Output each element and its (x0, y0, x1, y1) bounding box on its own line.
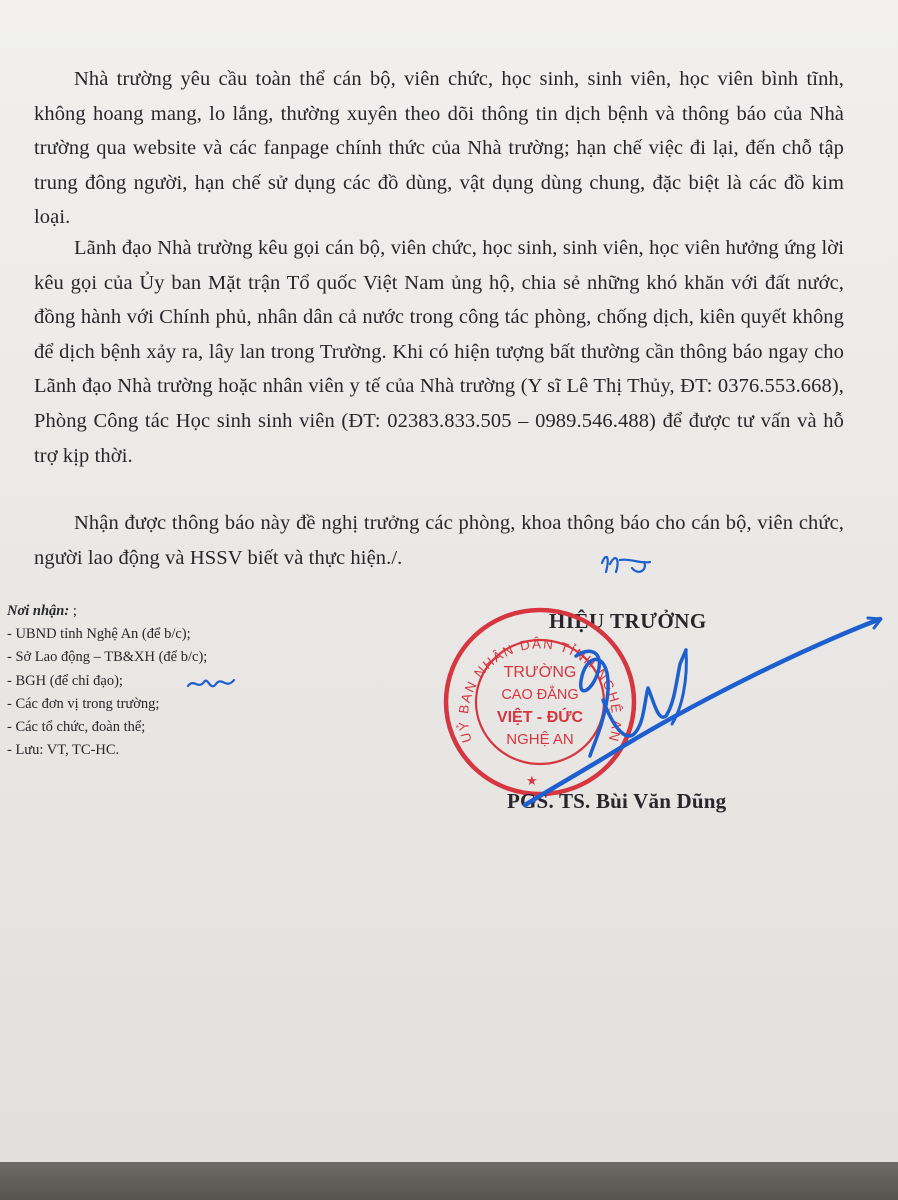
recipients-heading (7, 600, 337, 623)
signer-name: PGS. TS. Bùi Văn Dũng (507, 789, 727, 813)
recipient-item: - Các tổ chức, đoàn thể; (7, 719, 146, 736)
svg-text:TRƯỜNG: TRƯỜNG (503, 664, 577, 681)
recipients-title-suffix: ; (69, 603, 77, 619)
paragraph-1: Nhà trường yêu cầu toàn thể cán bộ, viên chức, học sinh, sinh viên, học viên bình tĩnh, không hoang mang, lo lắng, thường xuyên theo dõi thông tin dịch bệnh và thông báo của Nhà trường qua website và các fanpage chính thức của Nhà trường; hạn chế việc đi lại, đến chỗ tập trung đông người, hạn chế sử dụng các đồ dùng, vật dụng dùng chung, đặc biệt là các đồ kim loại. (34, 68, 844, 229)
svg-text:NGHỆ AN: NGHỆ AN (506, 731, 574, 748)
recipient-item: - Lưu: VT, TC-HC. (7, 742, 120, 759)
recipient-item: - Các đơn vị trong trường; (7, 695, 160, 712)
paragraph-3: Nhận được thông báo này đề nghị trưởng các phòng, khoa thông báo cho cán bộ, viên chức, người lao động và HSSV biết và thực hiện./. (34, 512, 844, 569)
svg-text:★: ★ (526, 774, 538, 789)
recipients-block (7, 600, 337, 762)
recipients-title: Nơi nhận: (7, 603, 70, 619)
paragraph-2: Lãnh đạo Nhà trường kêu gọi cán bộ, viên chức, học sinh, sinh viên, học viên hưởng ứng lời kêu gọi của Ủy ban Mặt trận Tổ quốc Việt Nam ủng hộ, chia sẻ những khó khăn với đất nước, đồng hành với Chính phủ, nhân dân cả nước trong công tác phòng, chống dịch, kiên quyết không để dịch bệnh xảy ra, lây lan trong Trường. Khi có hiện tượng bất thường cần thông báo ngay cho Lãnh đạo Nhà trường hoặc nhân viên y tế của Nhà trường (Y sĩ Lê Thị Thủy, ĐT: 0376.553.668), Phòng Công tác Học sinh sinh viên (ĐT: 02383.833.505 – 0989.546.488) để được tư vấn và hỗ trợ kịp thời. (34, 237, 844, 467)
signer-role: HIỆU TRƯỞNG (549, 609, 707, 633)
svg-text:CAO ĐẲNG: CAO ĐẲNG (501, 687, 579, 703)
background-surface (0, 1162, 898, 1200)
svg-text:UỶ BAN NHÂN DÂN TỈNH NGHỆ AN: UỶ BAN NHÂN DÂN TỈNH NGHỆ AN (455, 636, 625, 745)
recipient-item: - Sở Lao động – TB&XH (để b/c); (7, 649, 208, 666)
recipient-item: - BGH (để chỉ đạo); (7, 672, 123, 689)
svg-text:VIỆT - ĐỨC: VIỆT - ĐỨC (496, 709, 584, 726)
official-stamp-seal (440, 604, 640, 800)
recipient-item: - UBND tỉnh Nghệ An (để b/c); (7, 626, 191, 643)
